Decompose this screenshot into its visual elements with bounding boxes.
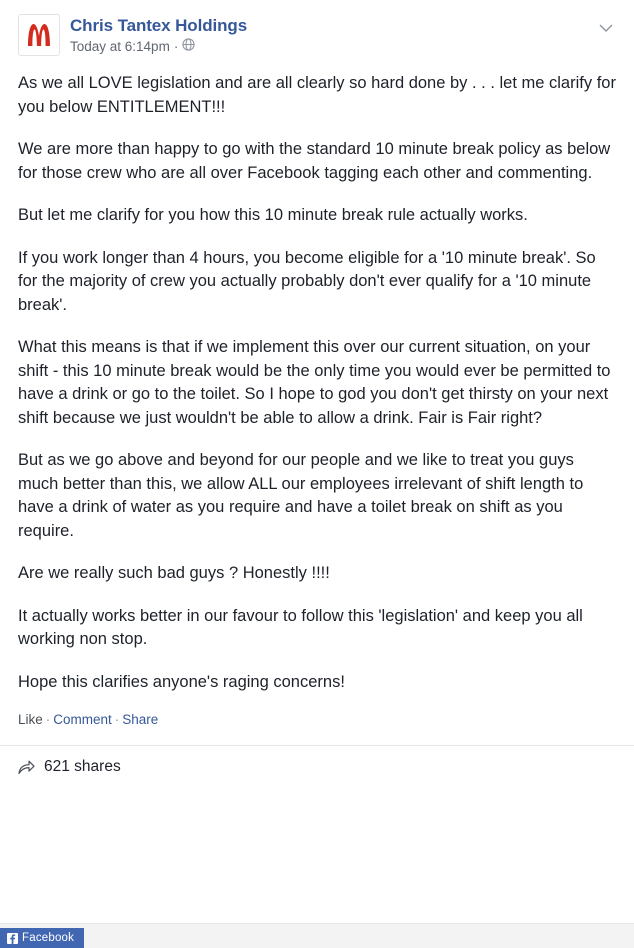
post-paragraph: If you work longer than 4 hours, you become eligible for a '10 minute break'. So for the majority of crew you actually probably don't ever qualify for a '10 minute break'. <box>18 248 596 314</box>
facebook-f-icon <box>7 933 18 944</box>
post-header <box>18 14 616 58</box>
globe-icon <box>182 38 195 56</box>
post-timestamp[interactable]: Today at 6:14pm <box>70 39 170 54</box>
share-button[interactable]: Share <box>122 712 159 727</box>
shares-bar[interactable] <box>0 745 634 790</box>
post-actions <box>18 711 616 729</box>
post-author-name[interactable]: Chris Tantex Holdings <box>70 16 248 35</box>
post-body <box>18 72 616 694</box>
post-paragraph: As we all LOVE legislation and are all clearly so hard done by . . . let me clarify for you below ENTITLEMENT!!! <box>18 74 616 116</box>
post-paragraph: It actually works better in our favour to follow this 'legislation' and keep you all working non stop. <box>18 606 583 648</box>
post-header-text <box>70 14 247 56</box>
like-button[interactable]: Like <box>18 712 43 727</box>
facebook-watermark <box>0 928 84 948</box>
avatar[interactable] <box>18 14 60 56</box>
post-paragraph: What this means is that if we implement this over our current situation, on your shift - this 10 minute break would be the only time you would ever be permitted to have a drink or go to the toilet. So I hope to god you don't get thirsty on your next shift because we just wouldn't be able to allow a drink. Fair is Fair right? <box>18 338 611 427</box>
mcdonalds-logo-icon <box>22 18 56 52</box>
chevron-down-icon[interactable] <box>596 18 616 38</box>
post-paragraph: Hope this clarifies anyone's raging concerns! <box>18 672 345 691</box>
facebook-watermark-label: Facebook <box>22 932 75 944</box>
post-paragraph: Are we really such bad guys ? Honestly !!!! <box>18 564 330 582</box>
post-paragraph: We are more than happy to go with the standard 10 minute break policy as below for those crew who are all over Facebook tagging each other and commenting. <box>18 140 611 182</box>
action-separator: · <box>45 712 51 727</box>
post-meta <box>70 38 247 56</box>
footer-strip <box>0 923 634 948</box>
shares-count: 621 shares <box>44 758 121 775</box>
meta-separator: · <box>173 39 179 54</box>
share-arrow-icon <box>18 760 35 775</box>
post-paragraph: But as we go above and beyond for our people and we like to treat you guys much better than this, we allow ALL our employees irrelevant of shift length to have a drink of water as you require and have a toilet break on shift as you require. <box>18 451 584 540</box>
action-separator: · <box>114 712 120 727</box>
comment-button[interactable]: Comment <box>53 712 112 727</box>
post-paragraph: But let me clarify for you how this 10 minute break rule actually works. <box>18 206 528 224</box>
